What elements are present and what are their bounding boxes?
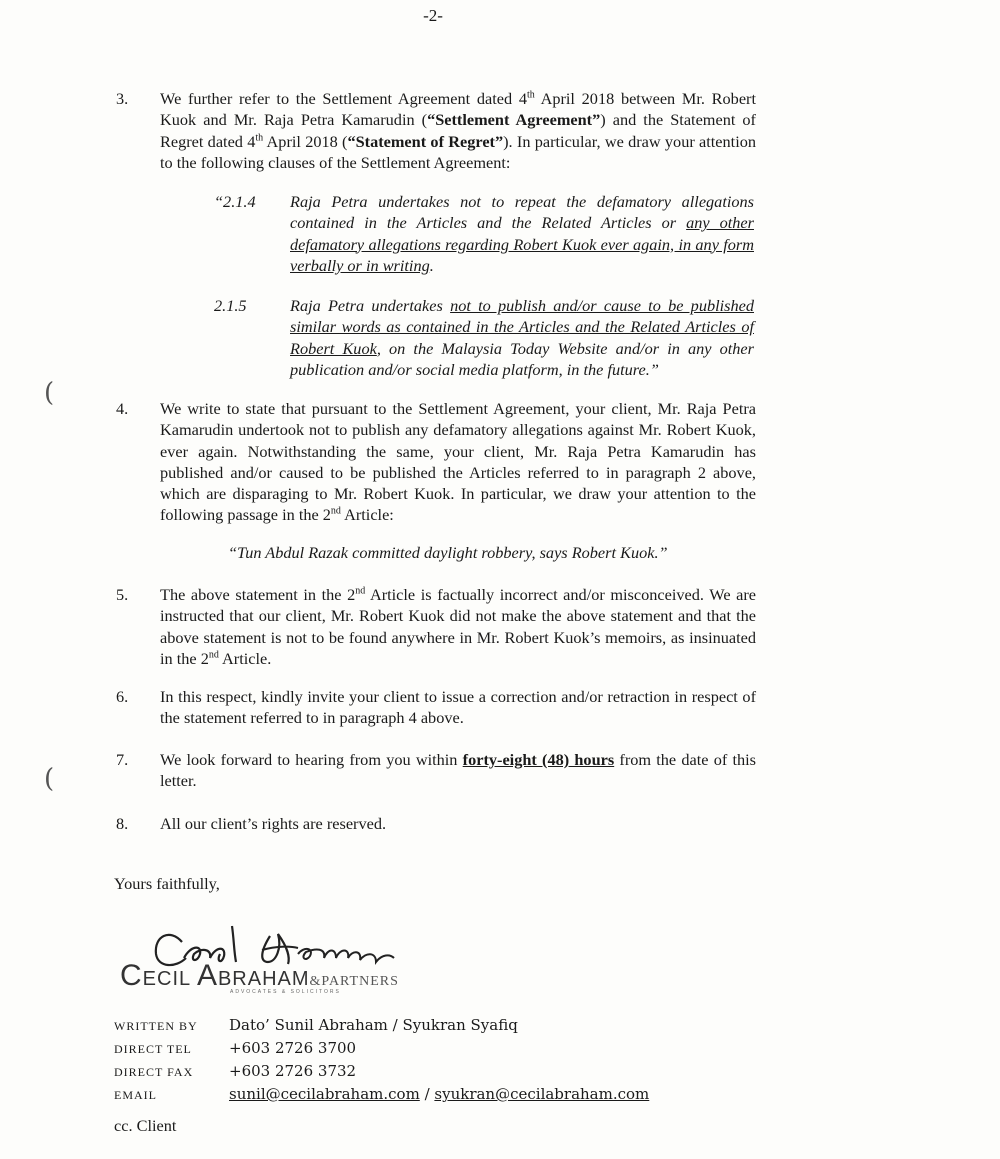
clause-number: “2.1.4 bbox=[214, 192, 256, 211]
firm-partners: &PARTNERS bbox=[309, 974, 399, 989]
clause-2-1-4 bbox=[214, 191, 754, 276]
text-run: We further refer to the Settlement Agreement dated 4 bbox=[160, 89, 527, 108]
paragraph-text: In this respect, kindly invite your client to issue a correction and/or retraction in respect of the statement referred to in paragraph 4 above. bbox=[160, 687, 756, 728]
contact-value bbox=[229, 1085, 649, 1103]
superscript: nd bbox=[355, 585, 366, 597]
paragraph-number: 5. bbox=[116, 585, 129, 604]
paragraph-number: 8. bbox=[116, 814, 129, 833]
clause-text bbox=[290, 191, 754, 276]
contact-label: DIRECT FAX bbox=[114, 1065, 194, 1079]
text-run: Article. bbox=[218, 648, 272, 668]
page-number: -2- bbox=[423, 6, 443, 25]
firm-tagline: ADVOCATES & SOLICITORS bbox=[230, 989, 341, 995]
paragraph-8 bbox=[116, 813, 756, 834]
email-separator: / bbox=[419, 1085, 435, 1103]
defined-term-settlement-agreement: “Settlement Agreement” bbox=[427, 110, 601, 130]
text-run: We write to state that pursuant to the Settlement Agreement, your client, Mr. Raja Petra Kamarudin undertook not to publish any defamatory allegations against Mr. Robert Kuok, ever again. Notwithstanding the same, your client, Mr. Raja Petra Kamarudin has published and/or caused to be published the Articles referred to in paragraph 2 above, which are disparaging to Mr. Robert Kuok. In particular, we draw your attention to the following passage in the 2 bbox=[160, 399, 756, 525]
text-run: Raja Petra undertakes not to repeat the defamatory allegations contained in the Articles and the Related Articles or bbox=[290, 192, 754, 233]
paragraph-text: All our client’s rights are reserved. bbox=[160, 814, 387, 833]
paragraph-7 bbox=[116, 749, 756, 792]
firm-text: ECIL bbox=[142, 968, 197, 990]
clause-text bbox=[290, 295, 754, 380]
firm-logo bbox=[120, 959, 399, 999]
firm-name bbox=[120, 959, 310, 992]
text-run: Article is factually incorrect and/or misconceived. We are instructed that our client, Mr. Robert Kuok did not make the above statement and that the above statement is not to be found anywhere in Mr. Robert Kuok’s memoirs, as insinuated in the 2 bbox=[160, 585, 757, 668]
text-run: Raja Petra undertakes bbox=[290, 296, 451, 315]
cc-line: cc. Client bbox=[114, 1116, 177, 1135]
contact-value: +603 2726 3732 bbox=[229, 1062, 357, 1080]
paragraph-text bbox=[160, 749, 756, 792]
clause-2-1-5 bbox=[214, 295, 754, 380]
superscript: nd bbox=[330, 506, 341, 518]
firm-initial: A bbox=[196, 959, 218, 992]
text-run: April 2018 ( bbox=[263, 131, 348, 151]
defined-term-statement-of-regret: “Statement of Regret” bbox=[347, 131, 504, 151]
superscript: th bbox=[255, 132, 264, 144]
contact-label: DIRECT TEL bbox=[114, 1042, 192, 1056]
paragraph-text bbox=[160, 584, 756, 669]
email-link-syukran[interactable]: syukran@cecilabraham.com bbox=[434, 1085, 650, 1103]
paragraph-5 bbox=[116, 584, 756, 669]
paragraph-number: 7. bbox=[116, 750, 129, 769]
hole-punch-mark: ( bbox=[44, 378, 55, 408]
superscript: nd bbox=[208, 649, 219, 661]
text-run: ). In particular, we draw your attention to the following clauses of the Settlement Agreement: bbox=[160, 131, 757, 172]
text-run: Article: bbox=[340, 505, 394, 525]
deadline-text: forty-eight (48) hours bbox=[462, 750, 615, 769]
contact-label: EMAIL bbox=[114, 1088, 157, 1102]
paragraph-3 bbox=[116, 88, 756, 173]
hole-punch-mark: ( bbox=[44, 764, 55, 794]
text-run: The above statement in the 2 bbox=[160, 585, 356, 604]
paragraph-number: 3. bbox=[116, 89, 129, 108]
text-run: from the date of this letter. bbox=[160, 750, 757, 791]
paragraph-text bbox=[160, 88, 756, 173]
contact-label: WRITTEN BY bbox=[114, 1019, 198, 1033]
text-run: April 2018 between Mr. Robert Kuok and Mr. Raja Petra Kamarudin ( bbox=[160, 89, 756, 130]
text-run: ) and the Statement of Regret dated 4 bbox=[160, 110, 756, 151]
paragraph-number: 4. bbox=[116, 399, 129, 418]
email-link-sunil[interactable]: sunil@cecilabraham.com bbox=[229, 1085, 420, 1103]
text-run: , on the Malaysia Today Website and/or in any other publication and/or social media platform, in the future.” bbox=[290, 338, 754, 379]
contact-value: +603 2726 3700 bbox=[229, 1039, 357, 1057]
paragraph-number: 6. bbox=[116, 687, 129, 706]
contact-value: Dato’ Sunil Abraham / Syukran Syafiq bbox=[229, 1016, 518, 1034]
text-run: We look forward to hearing from you within bbox=[160, 750, 463, 769]
paragraph-6 bbox=[116, 686, 756, 729]
underlined-text: not to publish and/or cause to be published similar words as contained in the Articles and the Related Articles of Robert Kuok bbox=[290, 296, 754, 358]
paragraph-4 bbox=[116, 398, 756, 526]
underlined-text: any other defamatory allegations regarding Robert Kuok ever again, in any form verbally or in writing bbox=[290, 213, 754, 275]
clause-number: 2.1.5 bbox=[214, 296, 247, 315]
paragraph-text bbox=[160, 398, 756, 526]
superscript: th bbox=[527, 89, 535, 101]
closing-salutation: Yours faithfully, bbox=[114, 874, 220, 893]
text-run: . bbox=[429, 255, 434, 275]
quoted-passage: “Tun Abdul Razak committed daylight robbery, says Robert Kuok.” bbox=[228, 543, 668, 562]
firm-initial: C bbox=[120, 959, 143, 992]
firm-text: BRAHAM bbox=[217, 968, 310, 990]
